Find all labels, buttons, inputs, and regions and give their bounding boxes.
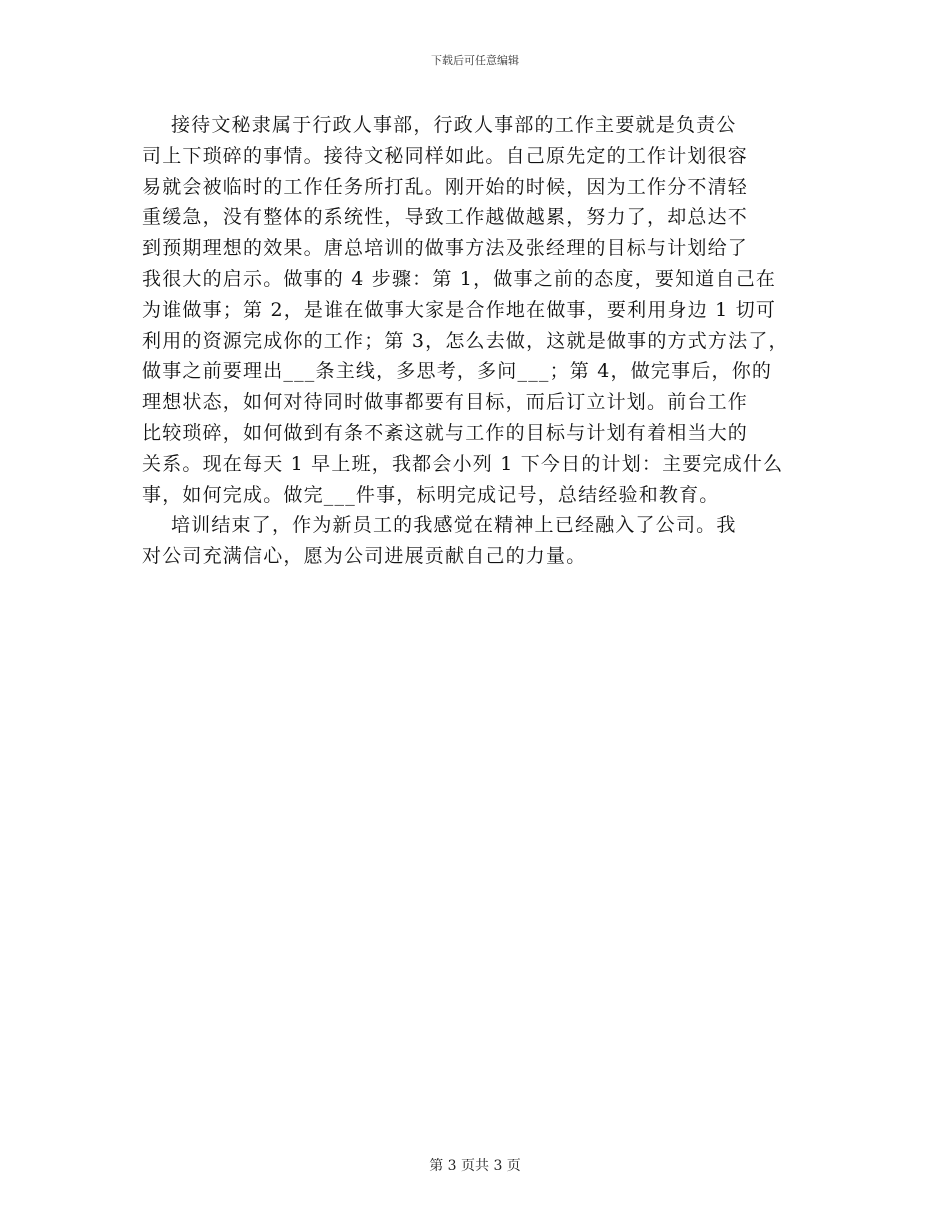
document-body [142, 110, 810, 572]
text-line: 重缓急，没有整体的系统性，导致工作越做越累，努力了，却总达不 [142, 206, 749, 229]
text-line: 为谁做事；第 2，是谁在做事大家是合作地在做事，要利用身边 1 切可 [142, 298, 777, 321]
text-line: 比较琐碎，如何做到有条不紊这就与工作的目标与计划有着相当大的 [142, 421, 749, 444]
text-line: 接待文秘隶属于行政人事部，行政人事部的工作主要就是负责公 [142, 114, 737, 136]
page-header: 下载后可任意编辑 [431, 54, 519, 67]
page-number-footer: 第 3 页共 3 页 [429, 1158, 521, 1174]
text-line: 做事之前要理出___条主线，多思考，多问___；第 4，做完事后，你的 [142, 360, 773, 383]
text-line: 事，如何完成。做完___件事，标明完成记号，总结经验和教育。 [142, 483, 720, 506]
text-line: 到预期理想的效果。唐总培训的做事方法及张经理的目标与计划给了 [142, 237, 749, 260]
text-line: 司上下琐碎的事情。接待文秘同样如此。自己原先定的工作计划很容 [142, 144, 749, 167]
text-line: 培训结束了，作为新员工的我感觉在精神上已经融入了公司。我 [142, 514, 737, 537]
text-line: 我很大的启示。做事的 4 步骤：第 1，做事之前的态度，要知道自己在 [142, 267, 777, 290]
text-line: 易就会被临时的工作任务所打乱。刚开始的时候，因为工作分不清轻 [142, 175, 749, 198]
text-line: 理想状态，如何对待同时做事都要有目标，而后订立计划。前台工作 [142, 391, 749, 414]
text-line: 利用的资源完成你的工作；第 3，怎么去做，这就是做事的方式方法了， [142, 329, 789, 352]
text-line: 对公司充满信心，愿为公司进展贡献自己的力量。 [142, 545, 587, 568]
text-line: 关系。现在每天 1 早上班，我都会小列 1 下今日的计划：主要完成什么 [142, 452, 784, 475]
